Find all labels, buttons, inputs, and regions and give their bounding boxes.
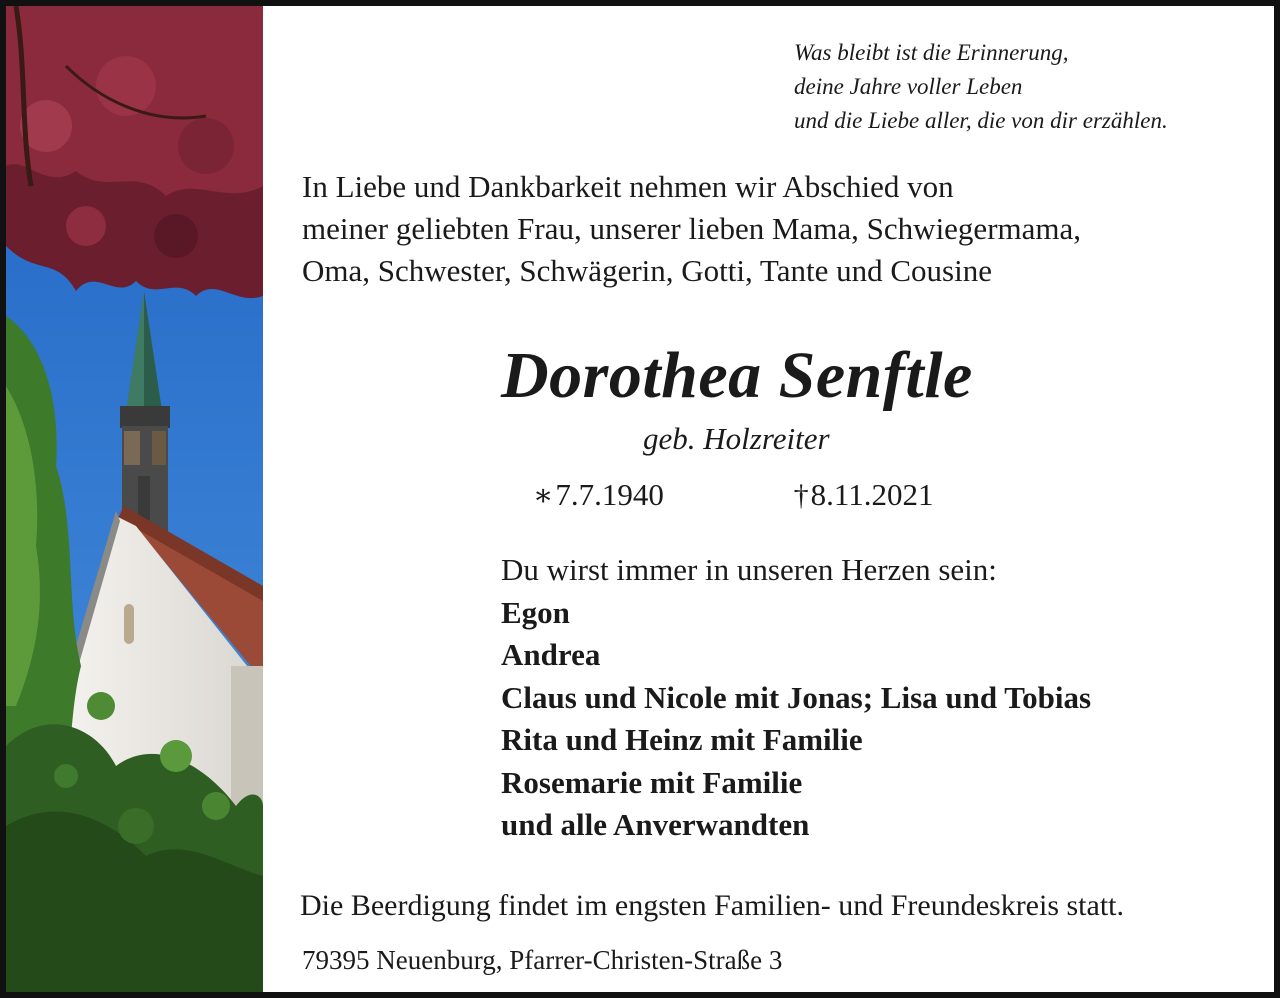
mourner-name: Rita und Heinz mit Familie <box>501 722 863 757</box>
church-photo-illustration <box>6 6 263 992</box>
birth-date-value: 7.7.1940 <box>555 477 664 512</box>
funeral-note: Die Beerdigung findet im engsten Familien- und Freundeskreis statt. <box>300 889 1125 922</box>
mourner-name: Rosemarie mit Familie <box>501 764 803 800</box>
mourners-list <box>501 549 1091 847</box>
poem <box>794 36 1168 138</box>
birth-symbol-icon: ∗ <box>533 479 554 512</box>
intro-line: In Liebe und Dankbarkeit nehmen wir Abschied von <box>302 169 954 204</box>
obituary-content <box>263 6 1274 992</box>
death-date-value: 8.11.2021 <box>810 477 934 512</box>
intro-line: Oma, Schwester, Schwägerin, Gotti, Tante und Cousine <box>302 253 992 288</box>
church-photo <box>6 6 263 992</box>
intro-text <box>302 166 1081 292</box>
mourner-name: Egon <box>501 594 570 630</box>
mourners-lead: Du wirst immer in unseren Herzen sein: <box>501 552 997 587</box>
poem-line: und die Liebe aller, die von dir erzählen. <box>794 108 1168 133</box>
life-dates <box>533 473 934 518</box>
deceased-name: Dorothea Senftle <box>501 339 973 412</box>
mourner-name: und alle Anverwandten <box>501 807 810 842</box>
birth-date <box>533 473 664 518</box>
cross-icon: † <box>793 479 809 512</box>
mourner-name: Claus und Nicole mit Jonas; Lisa und Tobias <box>501 679 1092 715</box>
intro-line: meiner geliebten Frau, unserer lieben Mama, Schwiegermama, <box>302 211 1082 246</box>
address: 79395 Neuenburg, Pfarrer-Christen-Straße 3 <box>302 945 783 975</box>
poem-line: deine Jahre voller Leben <box>794 74 1023 99</box>
poem-line: Was bleibt ist die Erinnerung, <box>794 40 1069 65</box>
mourner-name: Andrea <box>501 637 601 672</box>
maiden-name: geb. Holzreiter <box>643 421 830 456</box>
death-date <box>794 473 934 518</box>
